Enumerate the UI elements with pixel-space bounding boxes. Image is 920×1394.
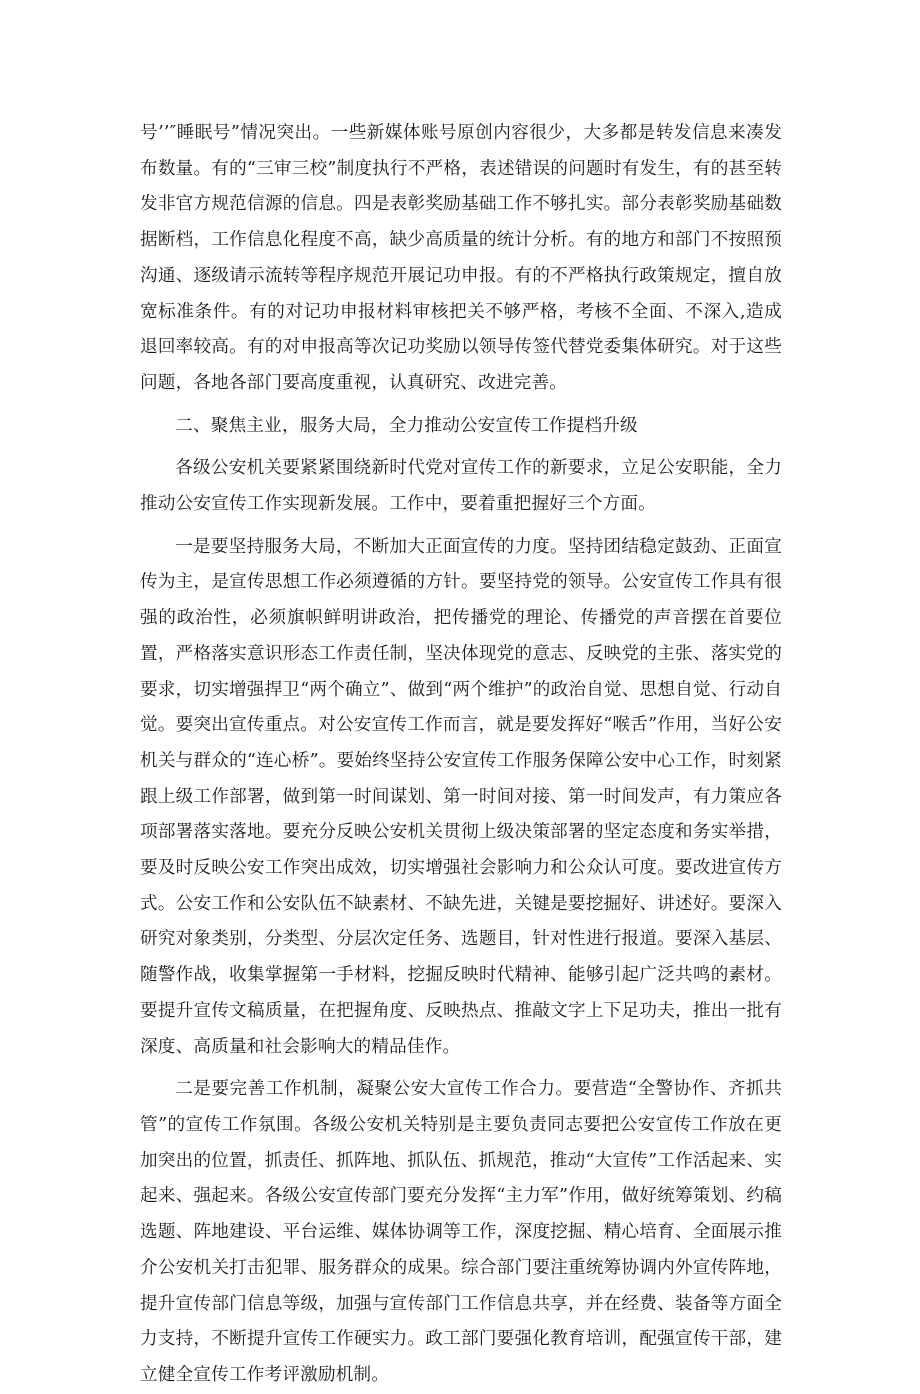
- section-heading: 二、聚焦主业，服务大局，全力推动公安宣传工作提档升级: [175, 415, 638, 436]
- document-body: [140, 116, 782, 1394]
- paragraph-continuation: 号’’″睡眠号”情况突出。一些新媒体账号原创内容很少，大多都是转发信息来凑发布数量。有的“三审三校”制度执行不严格，表述错误的问题时有发生，有的甚至转发非官方规范信源的信息。四是表彰奖励基础工作不够扎实。部分表彰奖励基础数据断档，工作信息化程度不高，缺少高质量的统计分析。有的地方和部门不按照预沟通、逐级请示流转等程序规范开展记功申报。有的不严格执行政策规定，擅自放宽标准条件。有的对记功申报材料审核把关不够严格，考核不全面、不深入,造成退回率较高。有的对申报高等次记功奖励以领导传签代替党委集体研究。对于这些问题，各地各部门要高度重视，认真研究、改进完善。: [140, 123, 782, 393]
- paragraph-point-two: 二是要完善工作机制，凝聚公安大宣传工作合力。要营造“全警协作、齐抓共管”的宣传工作氛围。各级公安机关特别是主要负责同志要把公安宣传工作放在更加突出的位置，抓责任、抓阵地、抓队伍、抓规范，推动“大宣传”工作活起来、实起来、强起来。各级公安宣传部门要充分发挥“主力军”作用，做好统筹策划、约稿选题、阵地建设、平台运维、媒体协调等工作，深度挖掘、精心培育、全面展示推介公安机关打击犯罪、服务群众的成果。综合部门要注重统筹协调内外宣传阵地，提升宣传部门信息等级，加强与宣传部门工作信息共享，并在经费、装备等方面全力支持，不断提升宣传工作硬实力。政工部门要强化教育培训，配强宣传干部，建立健全宣传工作考评激励机制。: [140, 1079, 782, 1385]
- paragraph-intro: 各级公安机关要紧紧围绕新时代党对宣传工作的新要求，立足公安职能，全力推动公安宣传工作实现新发展。工作中，要着重把握好三个方面。: [140, 458, 782, 515]
- paragraph-point-one: 一是要坚持服务大局，不断加大正面宣传的力度。坚持团结稳定鼓劲、正面宣传为主，是宣传思想工作必须遵循的方针。要坚持党的领导。公安宣传工作具有很强的政治性，必须旗帜鲜明讲政治，把传播党的理论、传播党的声音摆在首要位置，严格落实意识形态工作责任制，坚决体现党的意志、反映党的主张、落实党的要求，切实增强捍卫“两个确立”、做到“两个维护”的政治自觉、思想自觉、行动自觉。要突出宣传重点。对公安宣传工作而言，就是要发挥好“喉舌”作用，当好公安机关与群众的“连心桥”。要始终坚持公安宣传工作服务保障公安中心工作，时刻紧跟上级工作部署，做到第一时间谋划、第一时间对接、第一时间发声，有力策应各项部署落实落地。要充分反映公安机关贯彻上级决策部署的坚定态度和务实举措，要及时反映公安工作突出成效，切实增强社会影响力和公众认可度。要改进宣传方式。公安工作和公安队伍不缺素材、不缺先进，关键是要挖掘好、讲述好。要深入研究对象类别，分类型、分层次定任务、选题目，针对性进行报道。要深入基层、随警作战，收集掌握第一手材料，挖掘反映时代精神、能够引起广泛共鸣的素材。要提升宣传文稿质量，在把握角度、反映热点、推敲文字上下足功夫，推出一批有深度、高质量和社会影响大的精品佳作。: [140, 536, 782, 1057]
